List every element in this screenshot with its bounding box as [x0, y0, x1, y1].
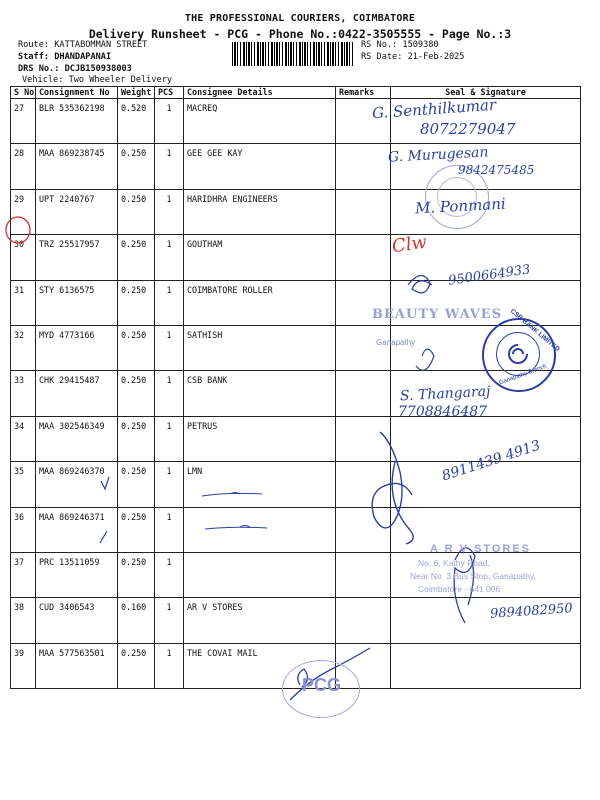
cell-pcs: 1 — [155, 416, 184, 461]
arv-stamp-name: A R V STORES — [430, 543, 532, 555]
cell-sno: 36 — [11, 507, 36, 552]
cell-consignment-no: MYD 4773166 — [36, 325, 118, 370]
cell-consignee: CSB BANK — [184, 371, 336, 416]
cell-consignee: PETRUS — [184, 416, 336, 461]
cell-weight: 0.160 — [118, 598, 155, 643]
cell-consignment-no: CUD 3406543 — [36, 598, 118, 643]
cell-pcs: 1 — [155, 598, 184, 643]
phone-row31: 9500664933 — [447, 262, 532, 289]
signature-row30-red: Clw — [390, 231, 429, 258]
cell-weight: 0.250 — [118, 144, 155, 189]
signature-row29: M. Ponmani — [414, 194, 507, 218]
drs-number: DCJB150938003 — [64, 64, 132, 74]
runsheet-title: Delivery Runsheet - PCG - Phone No.:0422-3505555 - Page No.:3 — [88, 27, 512, 41]
cell-consignment-no: MAA 869238745 — [36, 144, 118, 189]
cell-sno: 38 — [11, 598, 36, 643]
phone-row39: 9894082950 — [489, 601, 574, 622]
cell-pcs: 1 — [155, 235, 184, 280]
cell-pcs: 1 — [155, 325, 184, 370]
beauty-waves-stamp: BEAUTY WAVES — [372, 307, 503, 322]
cell-consignment-no: MAA 869246371 — [36, 507, 118, 552]
cell-pcs: 1 — [155, 643, 184, 688]
cell-weight: 0.250 — [118, 189, 155, 234]
cell-weight: 0.250 — [118, 416, 155, 461]
dash-mark — [205, 527, 267, 529]
signature-row28: G. Murugesan — [387, 144, 489, 166]
signature-scribble — [408, 275, 432, 292]
cell-consignee: SATHISH — [184, 325, 336, 370]
dash-mark — [202, 493, 262, 496]
signature-scribble — [416, 349, 434, 370]
col-consignee: Consignee Details — [184, 87, 336, 99]
cell-consignment-no: CHK 29415487 — [36, 371, 118, 416]
cell-pcs: 1 — [155, 189, 184, 234]
cell-pcs: 1 — [155, 280, 184, 325]
cell-pcs: 1 — [155, 462, 184, 507]
staff-name: DHANDAPANAI — [54, 52, 112, 62]
cell-sno: 28 — [11, 144, 36, 189]
cell-pcs: 1 — [155, 144, 184, 189]
cell-sno: 32 — [11, 325, 36, 370]
vehicle: Vehicle: Two Wheeler Delivery — [22, 75, 173, 85]
csb-stamp-text: CSB BANK LIMITED — [508, 307, 561, 354]
col-consignment: Consignment No — [36, 87, 118, 99]
cell-sno: 31 — [11, 280, 36, 325]
cell-pcs: 1 — [155, 552, 184, 597]
rs-date: RS Date: 21-Feb-2025 — [361, 52, 465, 62]
cell-consignee: COIMBATORE ROLLER — [184, 280, 336, 325]
cell-sno: 39 — [11, 643, 36, 688]
signature-row34: S. Thangaraj — [399, 383, 491, 405]
col-sno: S No — [11, 87, 36, 99]
arv-stamp-line1: No. 6, Kathy Road, — [418, 558, 490, 568]
cell-pcs: 1 — [155, 371, 184, 416]
signature-scribble — [372, 432, 413, 544]
tick-mark — [100, 531, 107, 543]
cell-consignee: GOUTHAM — [184, 235, 336, 280]
col-weight: Weight — [118, 87, 155, 99]
col-pcs: PCS — [155, 87, 184, 99]
cell-sno: 37 — [11, 552, 36, 597]
arv-stamp-line2: Near No. 3 Bus Stop, Ganapathy, — [410, 571, 536, 581]
cell-sno: 35 — [11, 462, 36, 507]
cell-sno: 30 — [11, 235, 36, 280]
cell-pcs: 1 — [155, 99, 184, 144]
drs-label: DRS No.: — [18, 64, 60, 74]
cell-consignment-no: MAA 302546349 — [36, 416, 118, 461]
cell-weight: 0.250 — [118, 507, 155, 552]
cell-weight: 0.250 — [118, 325, 155, 370]
phone-row27: 8072279047 — [420, 120, 516, 138]
pcg-stamp-text: PCG — [302, 675, 342, 695]
phone-row28: 9842475485 — [458, 163, 535, 177]
cell-sno: 33 — [11, 371, 36, 416]
cell-sno: 29 — [11, 189, 36, 234]
staff-label: Staff: — [18, 52, 50, 62]
company-name: THE PROFESSIONAL COURIERS, COIMBATORE — [184, 13, 416, 24]
beauty-waves-line2: Ganapathy — [376, 338, 416, 347]
cell-consignment-no: MAA 869246370 — [36, 462, 118, 507]
col-remarks: Remarks — [336, 87, 391, 99]
cell-consignment-no: PRC 13511059 — [36, 552, 118, 597]
tick-mark — [101, 477, 109, 489]
cell-consignment-no: BLR 535362198 — [36, 99, 118, 144]
cell-weight: 0.250 — [118, 643, 155, 688]
cell-sno: 27 — [11, 99, 36, 144]
cell-consignment-no: MAA 577563501 — [36, 643, 118, 688]
cell-consignee: MACREQ — [184, 99, 336, 144]
rs-number: RS No.: 1509380 — [361, 40, 439, 50]
cell-consignee: GEE GEE KAY — [184, 144, 336, 189]
cell-consignment-no: TRZ 25517957 — [36, 235, 118, 280]
red-circle-mark — [6, 217, 30, 243]
cell-pcs: 1 — [155, 507, 184, 552]
cell-consignee: HARIDHRA ENGINEERS — [184, 189, 336, 234]
cell-weight: 0.250 — [118, 552, 155, 597]
cell-consignee: LMN — [184, 462, 336, 507]
cell-weight: 0.250 — [118, 462, 155, 507]
cell-consignee: THE COVAI MAIL — [184, 643, 336, 688]
cell-weight: 0.250 — [118, 235, 155, 280]
cell-weight: 0.520 — [118, 99, 155, 144]
cell-weight: 0.250 — [118, 371, 155, 416]
csb-stamp-branch: Ganapathy Branch — [498, 363, 548, 387]
col-seal-signature: Seal & Signature — [391, 87, 581, 99]
phone-row36: 8911439 4913 — [440, 437, 543, 485]
cell-weight: 0.250 — [118, 280, 155, 325]
arv-stamp-line3: Coimbatore - 641 006 — [418, 584, 501, 594]
cell-consignment-no: UPT 2240767 — [36, 189, 118, 234]
csb-logo-icon — [506, 342, 530, 366]
cell-sno: 34 — [11, 416, 36, 461]
phone-row34: 7708846487 — [398, 404, 488, 420]
cell-consignment-no: STY 6136575 — [36, 280, 118, 325]
signature-row27: G. Senthilkumar — [371, 95, 497, 123]
route: Route: KATTABOMMAN STREET — [18, 40, 148, 50]
cell-consignee: AR V STORES — [184, 598, 336, 643]
